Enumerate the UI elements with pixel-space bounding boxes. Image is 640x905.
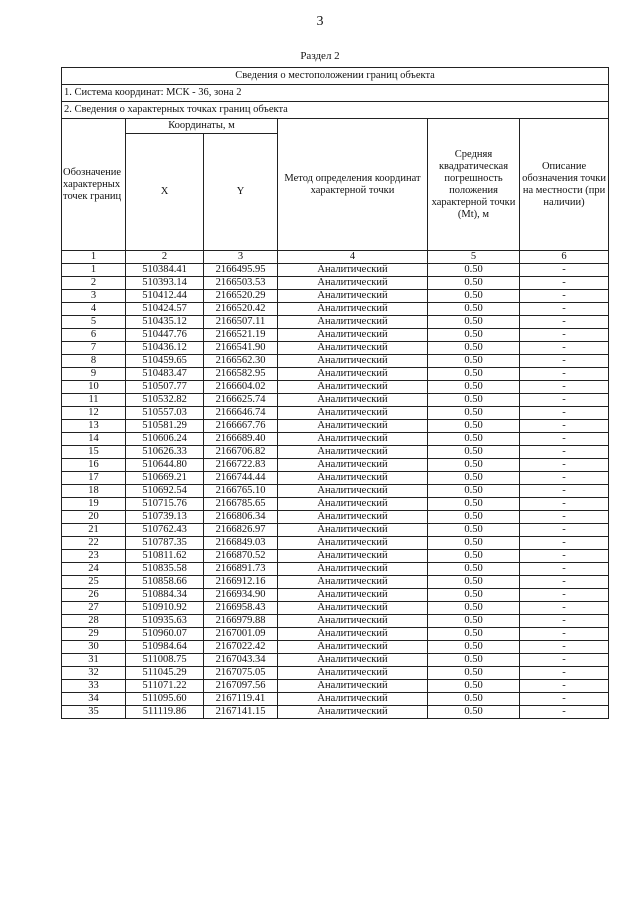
description-cell: - — [520, 277, 609, 290]
mean-error-cell: 0.50 — [428, 550, 520, 563]
method-cell: Аналитический — [278, 277, 428, 290]
mean-error-cell: 0.50 — [428, 316, 520, 329]
table-row — [62, 381, 609, 394]
y-coordinate-cell: 2166891.73 — [204, 563, 278, 576]
header-y: Y — [204, 134, 278, 251]
point-number-cell: 32 — [62, 667, 126, 680]
mean-error-cell: 0.50 — [428, 459, 520, 472]
method-cell: Аналитический — [278, 706, 428, 719]
method-cell: Аналитический — [278, 355, 428, 368]
x-coordinate-cell: 511008.75 — [126, 654, 204, 667]
header-coordinates: Координаты, м — [126, 119, 278, 134]
description-cell: - — [520, 654, 609, 667]
table-caption: Сведения о местоположении границ объекта — [62, 68, 609, 85]
y-coordinate-cell: 2166520.42 — [204, 303, 278, 316]
x-coordinate-cell: 510436.12 — [126, 342, 204, 355]
point-number-cell: 18 — [62, 485, 126, 498]
description-cell: - — [520, 615, 609, 628]
x-coordinate-cell: 510835.58 — [126, 563, 204, 576]
point-number-cell: 1 — [62, 264, 126, 277]
description-cell: - — [520, 667, 609, 680]
description-cell: - — [520, 303, 609, 316]
method-cell: Аналитический — [278, 459, 428, 472]
x-coordinate-cell: 510435.12 — [126, 316, 204, 329]
coordinate-system-row: 1. Система координат: МСК - 36, зона 2 — [62, 85, 609, 102]
description-cell: - — [520, 264, 609, 277]
mean-error-cell: 0.50 — [428, 433, 520, 446]
point-number-cell: 16 — [62, 459, 126, 472]
y-coordinate-cell: 2167022.42 — [204, 641, 278, 654]
y-coordinate-cell: 2166667.76 — [204, 420, 278, 433]
method-cell: Аналитический — [278, 394, 428, 407]
table-row — [62, 472, 609, 485]
mean-error-cell: 0.50 — [428, 576, 520, 589]
description-cell: - — [520, 550, 609, 563]
x-coordinate-cell: 510393.14 — [126, 277, 204, 290]
mean-error-cell: 0.50 — [428, 264, 520, 277]
method-cell: Аналитический — [278, 433, 428, 446]
table-row — [62, 589, 609, 602]
mean-error-cell: 0.50 — [428, 368, 520, 381]
method-cell: Аналитический — [278, 381, 428, 394]
method-cell: Аналитический — [278, 329, 428, 342]
description-cell: - — [520, 485, 609, 498]
mean-error-cell: 0.50 — [428, 290, 520, 303]
table-row — [62, 394, 609, 407]
method-cell: Аналитический — [278, 420, 428, 433]
x-coordinate-cell: 510412.44 — [126, 290, 204, 303]
table-row — [62, 329, 609, 342]
method-cell: Аналитический — [278, 667, 428, 680]
mean-error-cell: 0.50 — [428, 407, 520, 420]
x-coordinate-cell: 510669.21 — [126, 472, 204, 485]
point-number-cell: 34 — [62, 693, 126, 706]
table-row — [62, 342, 609, 355]
method-cell: Аналитический — [278, 537, 428, 550]
table-row — [62, 511, 609, 524]
mean-error-cell: 0.50 — [428, 485, 520, 498]
description-cell: - — [520, 329, 609, 342]
point-number-cell: 13 — [62, 420, 126, 433]
mean-error-cell: 0.50 — [428, 303, 520, 316]
point-number-cell: 22 — [62, 537, 126, 550]
x-coordinate-cell: 510811.62 — [126, 550, 204, 563]
method-cell: Аналитический — [278, 641, 428, 654]
point-number-cell: 23 — [62, 550, 126, 563]
description-cell: - — [520, 511, 609, 524]
table-row — [62, 303, 609, 316]
column-number-row — [62, 251, 609, 264]
mean-error-cell: 0.50 — [428, 563, 520, 576]
point-number-cell: 3 — [62, 290, 126, 303]
method-cell: Аналитический — [278, 524, 428, 537]
y-coordinate-cell: 2166826.97 — [204, 524, 278, 537]
table-row — [62, 667, 609, 680]
x-coordinate-cell: 510447.76 — [126, 329, 204, 342]
table-row — [62, 355, 609, 368]
table-row — [62, 433, 609, 446]
x-coordinate-cell: 510483.47 — [126, 368, 204, 381]
point-number-cell: 4 — [62, 303, 126, 316]
method-cell: Аналитический — [278, 615, 428, 628]
header-description: Описание обозначения точки на местности (при наличии) — [520, 119, 609, 251]
point-number-cell: 12 — [62, 407, 126, 420]
point-number-cell: 19 — [62, 498, 126, 511]
point-number-cell: 2 — [62, 277, 126, 290]
point-number-cell: 8 — [62, 355, 126, 368]
mean-error-cell: 0.50 — [428, 524, 520, 537]
table-row — [62, 680, 609, 693]
point-number-cell: 35 — [62, 706, 126, 719]
point-number-cell: 15 — [62, 446, 126, 459]
point-number-cell: 26 — [62, 589, 126, 602]
y-coordinate-cell: 2167141.15 — [204, 706, 278, 719]
description-cell: - — [520, 316, 609, 329]
method-cell: Аналитический — [278, 576, 428, 589]
x-coordinate-cell: 510532.82 — [126, 394, 204, 407]
point-number-cell: 25 — [62, 576, 126, 589]
method-cell: Аналитический — [278, 303, 428, 316]
x-coordinate-cell: 510984.64 — [126, 641, 204, 654]
method-cell: Аналитический — [278, 342, 428, 355]
point-number-cell: 17 — [62, 472, 126, 485]
x-coordinate-cell: 510787.35 — [126, 537, 204, 550]
description-cell: - — [520, 342, 609, 355]
description-cell: - — [520, 446, 609, 459]
y-coordinate-cell: 2166765.10 — [204, 485, 278, 498]
mean-error-cell: 0.50 — [428, 277, 520, 290]
point-number-cell: 30 — [62, 641, 126, 654]
description-cell: - — [520, 290, 609, 303]
x-coordinate-cell: 510459.65 — [126, 355, 204, 368]
column-number: 5 — [428, 251, 520, 264]
y-coordinate-cell: 2166495.95 — [204, 264, 278, 277]
page-number: 3 — [316, 14, 324, 29]
table-row — [62, 264, 609, 277]
y-coordinate-cell: 2167075.05 — [204, 667, 278, 680]
description-cell: - — [520, 459, 609, 472]
header-point-designation: Обозначение характерных точек границ — [62, 119, 126, 251]
method-cell: Аналитический — [278, 628, 428, 641]
boundary-points-table — [61, 67, 609, 719]
description-cell: - — [520, 381, 609, 394]
method-cell: Аналитический — [278, 550, 428, 563]
header-mean-error: Средняя квадратическая погрешность положения характерной точки (Mt), м — [428, 119, 520, 251]
description-cell: - — [520, 706, 609, 719]
point-number-cell: 7 — [62, 342, 126, 355]
table-row — [62, 693, 609, 706]
method-cell: Аналитический — [278, 511, 428, 524]
x-coordinate-cell: 510935.63 — [126, 615, 204, 628]
column-number: 6 — [520, 251, 609, 264]
mean-error-cell: 0.50 — [428, 667, 520, 680]
y-coordinate-cell: 2166722.83 — [204, 459, 278, 472]
point-number-cell: 11 — [62, 394, 126, 407]
x-coordinate-cell: 510762.43 — [126, 524, 204, 537]
description-cell: - — [520, 680, 609, 693]
description-cell: - — [520, 498, 609, 511]
x-coordinate-cell: 511071.22 — [126, 680, 204, 693]
header-method: Метод определения координат характерной точки — [278, 119, 428, 251]
method-cell: Аналитический — [278, 368, 428, 381]
method-cell: Аналитический — [278, 446, 428, 459]
column-number: 3 — [204, 251, 278, 264]
method-cell: Аналитический — [278, 485, 428, 498]
table-row — [62, 602, 609, 615]
y-coordinate-cell: 2167001.09 — [204, 628, 278, 641]
method-cell: Аналитический — [278, 472, 428, 485]
mean-error-cell: 0.50 — [428, 615, 520, 628]
y-coordinate-cell: 2166521.19 — [204, 329, 278, 342]
y-coordinate-cell: 2166507.11 — [204, 316, 278, 329]
x-coordinate-cell: 510858.66 — [126, 576, 204, 589]
y-coordinate-cell: 2166646.74 — [204, 407, 278, 420]
y-coordinate-cell: 2166503.53 — [204, 277, 278, 290]
y-coordinate-cell: 2166706.82 — [204, 446, 278, 459]
description-cell: - — [520, 368, 609, 381]
mean-error-cell: 0.50 — [428, 706, 520, 719]
y-coordinate-cell: 2166806.34 — [204, 511, 278, 524]
description-cell: - — [520, 433, 609, 446]
x-coordinate-cell: 510910.92 — [126, 602, 204, 615]
description-cell: - — [520, 576, 609, 589]
mean-error-cell: 0.50 — [428, 537, 520, 550]
table-row — [62, 576, 609, 589]
y-coordinate-cell: 2166785.65 — [204, 498, 278, 511]
section-title: Раздел 2 — [300, 50, 340, 62]
y-coordinate-cell: 2166849.03 — [204, 537, 278, 550]
y-coordinate-cell: 2166912.16 — [204, 576, 278, 589]
point-number-cell: 6 — [62, 329, 126, 342]
mean-error-cell: 0.50 — [428, 602, 520, 615]
y-coordinate-cell: 2166744.44 — [204, 472, 278, 485]
description-cell: - — [520, 407, 609, 420]
y-coordinate-cell: 2166604.02 — [204, 381, 278, 394]
point-number-cell: 10 — [62, 381, 126, 394]
x-coordinate-cell: 510960.07 — [126, 628, 204, 641]
y-coordinate-cell: 2167043.34 — [204, 654, 278, 667]
table-row — [62, 563, 609, 576]
method-cell: Аналитический — [278, 407, 428, 420]
point-number-cell: 27 — [62, 602, 126, 615]
mean-error-cell: 0.50 — [428, 446, 520, 459]
x-coordinate-cell: 510644.80 — [126, 459, 204, 472]
x-coordinate-cell: 511045.29 — [126, 667, 204, 680]
method-cell: Аналитический — [278, 563, 428, 576]
description-cell: - — [520, 641, 609, 654]
point-number-cell: 14 — [62, 433, 126, 446]
y-coordinate-cell: 2166934.90 — [204, 589, 278, 602]
y-coordinate-cell: 2166562.30 — [204, 355, 278, 368]
table-row — [62, 446, 609, 459]
x-coordinate-cell: 511095.60 — [126, 693, 204, 706]
table-row — [62, 368, 609, 381]
mean-error-cell: 0.50 — [428, 381, 520, 394]
table-row — [62, 641, 609, 654]
point-number-cell: 29 — [62, 628, 126, 641]
method-cell: Аналитический — [278, 693, 428, 706]
description-cell: - — [520, 472, 609, 485]
method-cell: Аналитический — [278, 602, 428, 615]
description-cell: - — [520, 693, 609, 706]
table-row — [62, 615, 609, 628]
table-row — [62, 524, 609, 537]
point-number-cell: 24 — [62, 563, 126, 576]
y-coordinate-cell: 2166582.95 — [204, 368, 278, 381]
table-row — [62, 316, 609, 329]
method-cell: Аналитический — [278, 589, 428, 602]
point-number-cell: 33 — [62, 680, 126, 693]
mean-error-cell: 0.50 — [428, 654, 520, 667]
mean-error-cell: 0.50 — [428, 589, 520, 602]
y-coordinate-cell: 2166520.29 — [204, 290, 278, 303]
column-number: 4 — [278, 251, 428, 264]
table-row — [62, 420, 609, 433]
column-number: 1 — [62, 251, 126, 264]
method-cell: Аналитический — [278, 264, 428, 277]
description-cell: - — [520, 537, 609, 550]
description-cell: - — [520, 589, 609, 602]
table-row — [62, 485, 609, 498]
characteristic-points-row: 2. Сведения о характерных точках границ объекта — [62, 102, 609, 119]
x-coordinate-cell: 510557.03 — [126, 407, 204, 420]
description-cell: - — [520, 420, 609, 433]
mean-error-cell: 0.50 — [428, 693, 520, 706]
point-number-cell: 9 — [62, 368, 126, 381]
table-row — [62, 628, 609, 641]
x-coordinate-cell: 510507.77 — [126, 381, 204, 394]
y-coordinate-cell: 2167119.41 — [204, 693, 278, 706]
y-coordinate-cell: 2166541.90 — [204, 342, 278, 355]
method-cell: Аналитический — [278, 498, 428, 511]
mean-error-cell: 0.50 — [428, 498, 520, 511]
mean-error-cell: 0.50 — [428, 472, 520, 485]
table-row — [62, 706, 609, 719]
x-coordinate-cell: 510581.29 — [126, 420, 204, 433]
mean-error-cell: 0.50 — [428, 394, 520, 407]
mean-error-cell: 0.50 — [428, 511, 520, 524]
header-x: X — [126, 134, 204, 251]
point-number-cell: 5 — [62, 316, 126, 329]
table-row — [62, 459, 609, 472]
description-cell: - — [520, 602, 609, 615]
y-coordinate-cell: 2166625.74 — [204, 394, 278, 407]
method-cell: Аналитический — [278, 316, 428, 329]
x-coordinate-cell: 510424.57 — [126, 303, 204, 316]
y-coordinate-cell: 2166689.40 — [204, 433, 278, 446]
y-coordinate-cell: 2167097.56 — [204, 680, 278, 693]
x-coordinate-cell: 510606.24 — [126, 433, 204, 446]
description-cell: - — [520, 355, 609, 368]
mean-error-cell: 0.50 — [428, 342, 520, 355]
table-row — [62, 537, 609, 550]
y-coordinate-cell: 2166870.52 — [204, 550, 278, 563]
table-row — [62, 550, 609, 563]
description-cell: - — [520, 394, 609, 407]
point-number-cell: 31 — [62, 654, 126, 667]
table-row — [62, 407, 609, 420]
mean-error-cell: 0.50 — [428, 628, 520, 641]
point-number-cell: 20 — [62, 511, 126, 524]
mean-error-cell: 0.50 — [428, 329, 520, 342]
x-coordinate-cell: 510715.76 — [126, 498, 204, 511]
description-cell: - — [520, 563, 609, 576]
method-cell: Аналитический — [278, 290, 428, 303]
x-coordinate-cell: 510884.34 — [126, 589, 204, 602]
table-row — [62, 277, 609, 290]
point-number-cell: 21 — [62, 524, 126, 537]
x-coordinate-cell: 510384.41 — [126, 264, 204, 277]
mean-error-cell: 0.50 — [428, 680, 520, 693]
y-coordinate-cell: 2166958.43 — [204, 602, 278, 615]
point-number-cell: 28 — [62, 615, 126, 628]
x-coordinate-cell: 511119.86 — [126, 706, 204, 719]
table-row — [62, 498, 609, 511]
mean-error-cell: 0.50 — [428, 641, 520, 654]
x-coordinate-cell: 510739.13 — [126, 511, 204, 524]
x-coordinate-cell: 510692.54 — [126, 485, 204, 498]
description-cell: - — [520, 524, 609, 537]
method-cell: Аналитический — [278, 654, 428, 667]
mean-error-cell: 0.50 — [428, 355, 520, 368]
method-cell: Аналитический — [278, 680, 428, 693]
description-cell: - — [520, 628, 609, 641]
table-row — [62, 654, 609, 667]
y-coordinate-cell: 2166979.88 — [204, 615, 278, 628]
table-row — [62, 290, 609, 303]
mean-error-cell: 0.50 — [428, 420, 520, 433]
column-number: 2 — [126, 251, 204, 264]
x-coordinate-cell: 510626.33 — [126, 446, 204, 459]
